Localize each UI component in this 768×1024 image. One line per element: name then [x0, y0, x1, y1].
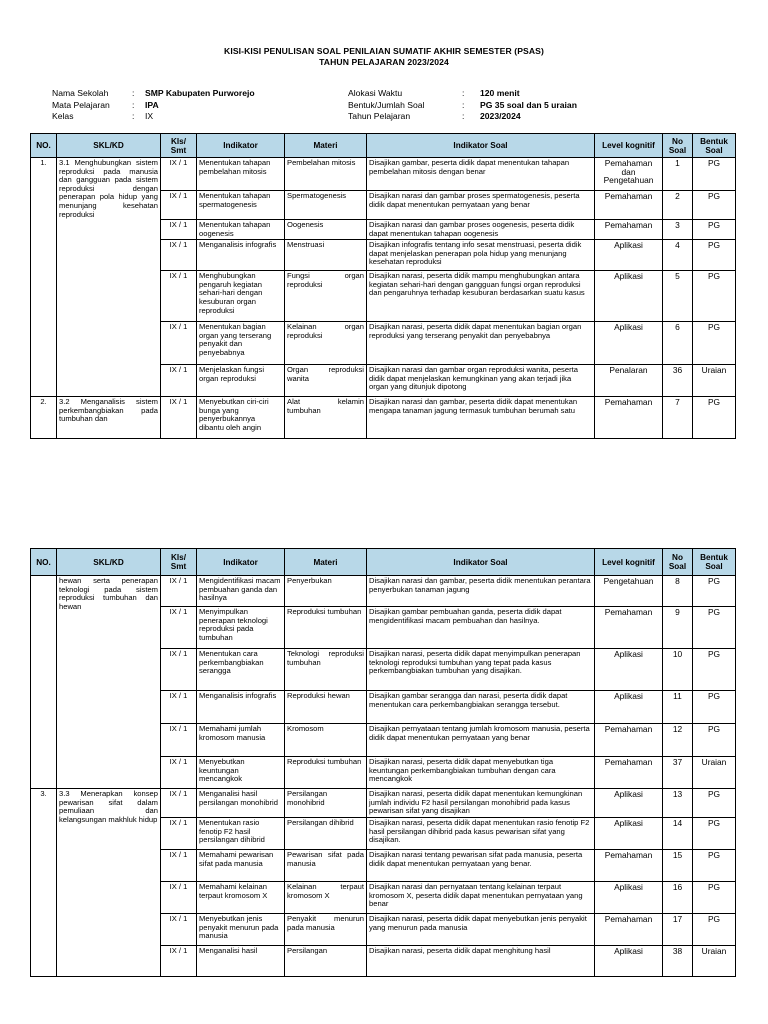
info-row-year: Tahun Pelajaran : 2023/2024 — [348, 111, 521, 121]
question-form-cell: Uraian — [693, 365, 736, 397]
question-form-cell: PG — [693, 220, 736, 240]
question-indicator-cell: Disajikan narasi, peserta didik dapat menyebutkan jenis penyakit yang menurun pada manusia — [367, 914, 595, 946]
info-left — [52, 88, 255, 123]
question-form-cell: PG — [693, 322, 736, 365]
material-cell: Reproduksi tumbuhan — [285, 757, 367, 789]
indicator-cell: Menyimpulkan penerapan teknologi reproduksi pada tumbuhan — [197, 607, 285, 649]
question-form-cell: PG — [693, 724, 736, 757]
question-number-cell: 36 — [663, 365, 693, 397]
question-form-cell: PG — [693, 914, 736, 946]
question-form-cell: PG — [693, 607, 736, 649]
class-semester-cell: IX / 1 — [161, 220, 197, 240]
question-number-cell: 8 — [663, 576, 693, 607]
cognitive-level-cell: Aplikasi — [595, 649, 663, 691]
question-indicator-cell: Disajikan narasi dan gambar, peserta didik menentukan perantara penyerbukan tanaman jagung — [367, 576, 595, 607]
cognitive-level-cell: Pemahaman — [595, 850, 663, 882]
question-form-cell: PG — [693, 576, 736, 607]
question-form-cell: PG — [693, 397, 736, 439]
material-cell: Penyakit menurun pada manusia — [285, 914, 367, 946]
cognitive-level-cell: Pemahaman — [595, 757, 663, 789]
indicator-cell: Menghubungkan pengaruh kegiatan sehari-hari dengan kesuburan organ reproduksi — [197, 271, 285, 322]
material-cell: Teknologi reproduksi tumbuhan — [285, 649, 367, 691]
indicator-cell: Menganalisi hasil persilangan monohibrid — [197, 789, 285, 818]
column-header: NO. — [31, 134, 57, 158]
question-indicator-cell: Disajikan narasi, peserta didik dapat menentukan rasio fenotip F2 hasil persilangan dihibrid pada kasus pewarisan sifat yang disajikan. — [367, 818, 595, 850]
class-semester-cell: IX / 1 — [161, 158, 197, 191]
material-cell: Oogenesis — [285, 220, 367, 240]
question-number-cell: 2 — [663, 191, 693, 220]
indicator-cell: Menyebutkan jenis penyakit menurun pada manusia — [197, 914, 285, 946]
question-number-cell: 16 — [663, 882, 693, 914]
question-number-cell: 6 — [663, 322, 693, 365]
cognitive-level-cell: Aplikasi — [595, 240, 663, 271]
question-indicator-cell: Disajikan narasi, peserta didik dapat menyimpulkan penerapan teknologi reproduksi tumbuhan yang tepat pada kasus perkembangbiakan tumbuhan yang disajikan. — [367, 649, 595, 691]
material-cell: Persilangan monohibrid — [285, 789, 367, 818]
cognitive-level-cell: Aplikasi — [595, 271, 663, 322]
material-cell: Penyerbukan — [285, 576, 367, 607]
material-cell: Persilangan dihibrid — [285, 818, 367, 850]
material-cell: Kromosom — [285, 724, 367, 757]
cognitive-level-cell: Pemahaman dan Pengetahuan — [595, 158, 663, 191]
question-form-cell: PG — [693, 158, 736, 191]
skl-kd-cell: 3.1 Menghubungkan sistem reproduksi pada manusia dan gangguan pada sistem reproduksi dengan penerapan pola hidup yang menunjang kesehatan reproduksi — [57, 158, 161, 397]
column-header: SKL/KD — [57, 134, 161, 158]
indicator-cell: Menentukan tahapan pembelahan mitosis — [197, 158, 285, 191]
class-semester-cell: IX / 1 — [161, 691, 197, 724]
column-header: No Soal — [663, 549, 693, 576]
cognitive-level-cell: Pemahaman — [595, 607, 663, 649]
info-row-subject: Mata Pelajaran : IPA — [52, 99, 159, 110]
cognitive-level-cell: Penalaran — [595, 365, 663, 397]
question-number-cell: 37 — [663, 757, 693, 789]
question-indicator-cell: Disajikan narasi dan gambar organ reproduksi wanita, peserta didik dapat menjelaskan kemungkinan yang akan terjadi jika organ yang ditunjuk dipotong — [367, 365, 595, 397]
question-indicator-cell: Disajikan gambar pembuahan ganda, peserta didik dapat mengidentifikasi macam pembuahan dan hasilnya. — [367, 607, 595, 649]
cognitive-level-cell: Aplikasi — [595, 946, 663, 977]
info-row-class: Kelas : IX — [52, 111, 154, 121]
indicator-cell: Menentukan tahapan oogenesis — [197, 220, 285, 240]
column-header: Indikator Soal — [367, 134, 595, 158]
indicator-cell: Menganalisi hasil — [197, 946, 285, 977]
class-semester-cell: IX / 1 — [161, 850, 197, 882]
cognitive-level-cell: Pemahaman — [595, 191, 663, 220]
class-semester-cell: IX / 1 — [161, 724, 197, 757]
column-header: Kls/ Smt — [161, 549, 197, 576]
table-row — [31, 789, 736, 818]
document-title: KISI-KISI PENULISAN SOAL PENILAIAN SUMATIF AKHIR SEMESTER (PSAS) — [224, 46, 544, 56]
question-form-cell: Uraian — [693, 757, 736, 789]
question-number-cell: 7 — [663, 397, 693, 439]
class-semester-cell: IX / 1 — [161, 365, 197, 397]
class-semester-cell: IX / 1 — [161, 914, 197, 946]
class-semester-cell: IX / 1 — [161, 397, 197, 439]
table-row — [31, 158, 736, 191]
skl-kd-cell: 3.3 Menerapkan konsep pewarisan sifat dalam pemuliaan dan kelangsungan makhluk hidup — [57, 789, 161, 977]
question-number-cell: 1 — [663, 158, 693, 191]
column-header: Indikator Soal — [367, 549, 595, 576]
question-number-cell: 12 — [663, 724, 693, 757]
cognitive-level-cell: Pemahaman — [595, 397, 663, 439]
indicator-cell: Memahami pewarisan sifat pada manusia — [197, 850, 285, 882]
indicator-cell: Menyebutkan ciri-ciri bunga yang penyerbukannya dibantu oleh angin — [197, 397, 285, 439]
class-semester-cell: IX / 1 — [161, 240, 197, 271]
indicator-cell: Menganalisis infografis — [197, 240, 285, 271]
table-row — [31, 576, 736, 607]
class-semester-cell: IX / 1 — [161, 607, 197, 649]
indicator-cell: Memahami kelainan terpaut kromosom X — [197, 882, 285, 914]
question-number-cell: 17 — [663, 914, 693, 946]
question-form-cell: Uraian — [693, 946, 736, 977]
class-semester-cell: IX / 1 — [161, 757, 197, 789]
row-number-cell: 1. — [31, 158, 57, 397]
column-header: Level kognitif — [595, 549, 663, 576]
class-semester-cell: IX / 1 — [161, 271, 197, 322]
indicator-cell: Menyebutkan keuntungan mencangkok — [197, 757, 285, 789]
column-header: Materi — [285, 549, 367, 576]
question-indicator-cell: Disajikan narasi, peserta didik dapat menentukan kemungkinan jumlah individu F2 hasil persilangan monohibrid pada kasus pewarisan sifat yang disajikan — [367, 789, 595, 818]
row-number-cell — [31, 576, 57, 789]
cognitive-level-cell: Aplikasi — [595, 789, 663, 818]
indicator-cell: Memahami jumlah kromosom manusia — [197, 724, 285, 757]
cognitive-level-cell: Pemahaman — [595, 220, 663, 240]
material-cell: Persilangan — [285, 946, 367, 977]
document-subtitle: TAHUN PELAJARAN 2023/2024 — [319, 57, 449, 67]
column-header: Bentuk Soal — [693, 134, 736, 158]
indicator-cell: Menganalisis infografis — [197, 691, 285, 724]
column-header: Indikator — [197, 134, 285, 158]
question-indicator-cell: Disajikan infografis tentang info sesat menstruasi, peserta didik dapat menjelaskan penerapan pola hidup yang menunjang kesehatan reproduksi — [367, 240, 595, 271]
class-semester-cell: IX / 1 — [161, 789, 197, 818]
kisi-kisi-table-page2 — [30, 548, 736, 977]
column-header: Materi — [285, 134, 367, 158]
question-indicator-cell: Disajikan narasi tentang pewarisan sifat pada manusia, peserta didik dapat menentukan pernyataan yang benar. — [367, 850, 595, 882]
material-cell: Pembelahan mitosis — [285, 158, 367, 191]
question-form-cell: PG — [693, 850, 736, 882]
question-indicator-cell: Disajikan narasi, peserta didik dapat menentukan bagian organ reproduksi yang terserang penyakit dan penyebabnya — [367, 322, 595, 365]
header-row — [31, 549, 736, 576]
material-cell: Alat kelamin tumbuhan — [285, 397, 367, 439]
question-indicator-cell: Disajikan pernyataan tentang jumlah kromosom manusia, peserta didik dapat menentukan pernyataan yang benar — [367, 724, 595, 757]
info-row-form: Bentuk/Jumlah Soal : PG 35 soal dan 5 uraian — [348, 99, 577, 110]
question-form-cell: PG — [693, 789, 736, 818]
question-number-cell: 38 — [663, 946, 693, 977]
column-header: SKL/KD — [57, 549, 161, 576]
question-form-cell: PG — [693, 818, 736, 850]
question-indicator-cell: Disajikan narasi, peserta didik dapat menyebutkan tiga keuntungan perkembangbiakan tumbuhan dengan cara mencangkok — [367, 757, 595, 789]
material-cell: Spermatogenesis — [285, 191, 367, 220]
indicator-cell: Menjelaskan fungsi organ reproduksi — [197, 365, 285, 397]
cognitive-level-cell: Pemahaman — [595, 914, 663, 946]
class-semester-cell: IX / 1 — [161, 818, 197, 850]
question-indicator-cell: Disajikan narasi dan gambar, peserta didik dapat menentukan mengapa tanaman jagung termasuk tumbuhan berumah satu — [367, 397, 595, 439]
class-semester-cell: IX / 1 — [161, 649, 197, 691]
cognitive-level-cell: Pengetahuan — [595, 576, 663, 607]
cognitive-level-cell: Aplikasi — [595, 322, 663, 365]
column-header: Level kognitif — [595, 134, 663, 158]
class-semester-cell: IX / 1 — [161, 882, 197, 914]
skl-kd-cell: 3.2 Menganalisis sistem perkembangbiakan pada tumbuhan dan — [57, 397, 161, 439]
question-number-cell: 14 — [663, 818, 693, 850]
question-indicator-cell: Disajikan gambar, peserta didik dapat menentukan tahapan pembelahan mitosis dengan benar — [367, 158, 595, 191]
question-indicator-cell: Disajikan gambar serangga dan narasi, peserta didik dapat menentukan cara perkembangbiakan serangga tersebut. — [367, 691, 595, 724]
column-header: NO. — [31, 549, 57, 576]
info-row-school: Nama Sekolah : SMP Kabupaten Purworejo — [52, 88, 255, 98]
cognitive-level-cell: Pemahaman — [595, 724, 663, 757]
cognitive-level-cell: Aplikasi — [595, 818, 663, 850]
question-number-cell: 15 — [663, 850, 693, 882]
info-right — [348, 88, 577, 123]
indicator-cell: Menentukan bagian organ yang terserang penyakit dan penyebabnya — [197, 322, 285, 365]
material-cell: Organ reproduksi wanita — [285, 365, 367, 397]
question-indicator-cell: Disajikan narasi dan gambar proses spermatogenesis, peserta didik dapat menentukan pernyataan yang benar — [367, 191, 595, 220]
indicator-cell: Menentukan rasio fenotip F2 hasil persilangan dihibrid — [197, 818, 285, 850]
cognitive-level-cell: Aplikasi — [595, 882, 663, 914]
material-cell: Menstruasi — [285, 240, 367, 271]
table-row — [31, 397, 736, 439]
info-row-time: Alokasi Waktu : 120 menit — [348, 88, 520, 98]
question-number-cell: 3 — [663, 220, 693, 240]
material-cell: Fungsi organ reproduksi — [285, 271, 367, 322]
class-semester-cell: IX / 1 — [161, 191, 197, 220]
question-number-cell: 13 — [663, 789, 693, 818]
column-header: Kls/ Smt — [161, 134, 197, 158]
cognitive-level-cell: Aplikasi — [595, 691, 663, 724]
question-number-cell: 9 — [663, 607, 693, 649]
indicator-cell: Menentukan tahapan spermatogenesis — [197, 191, 285, 220]
question-indicator-cell: Disajikan narasi, peserta didik dapat menghitung hasil — [367, 946, 595, 977]
question-form-cell: PG — [693, 882, 736, 914]
class-semester-cell: IX / 1 — [161, 946, 197, 977]
question-indicator-cell: Disajikan narasi dan pernyataan tentang kelainan terpaut kromosom X, peserta didik dapat menentukan pernyataan yang benar — [367, 882, 595, 914]
material-cell: Pewarisan sifat pada manusia — [285, 850, 367, 882]
question-indicator-cell: Disajikan narasi, peserta didik mampu menghubungkan antara kegiatan sehari-hari dengan gangguan fungsi organ reproduksi dan pengaruhnya terhadap kesuburan berdasarkan suatu kasus — [367, 271, 595, 322]
question-number-cell: 10 — [663, 649, 693, 691]
question-form-cell: PG — [693, 691, 736, 724]
column-header: Bentuk Soal — [693, 549, 736, 576]
material-cell: Kelainan terpaut kromosom X — [285, 882, 367, 914]
question-number-cell: 5 — [663, 271, 693, 322]
question-form-cell: PG — [693, 649, 736, 691]
row-number-cell: 2. — [31, 397, 57, 439]
class-semester-cell: IX / 1 — [161, 322, 197, 365]
question-number-cell: 11 — [663, 691, 693, 724]
class-semester-cell: IX / 1 — [161, 576, 197, 607]
row-number-cell: 3. — [31, 789, 57, 977]
question-number-cell: 4 — [663, 240, 693, 271]
indicator-cell: Menentukan cara perkembangbiakan serangga — [197, 649, 285, 691]
column-header: Indikator — [197, 549, 285, 576]
question-indicator-cell: Disajikan narasi dan gambar proses oogenesis, peserta didik dapat menentukan tahapan oogenesis — [367, 220, 595, 240]
skl-kd-cell: hewan serta penerapan teknologi pada sistem reproduksi tumbuhan dan hewan — [57, 576, 161, 789]
question-form-cell: PG — [693, 240, 736, 271]
kisi-kisi-table-page1 — [30, 133, 736, 439]
material-cell: Reproduksi tumbuhan — [285, 607, 367, 649]
question-form-cell: PG — [693, 271, 736, 322]
material-cell: Reproduksi hewan — [285, 691, 367, 724]
question-form-cell: PG — [693, 191, 736, 220]
header-row — [31, 134, 736, 158]
column-header: No Soal — [663, 134, 693, 158]
material-cell: Kelainan organ reproduksi — [285, 322, 367, 365]
indicator-cell: Mengidentifikasi macam pembuahan ganda dan hasilnya — [197, 576, 285, 607]
